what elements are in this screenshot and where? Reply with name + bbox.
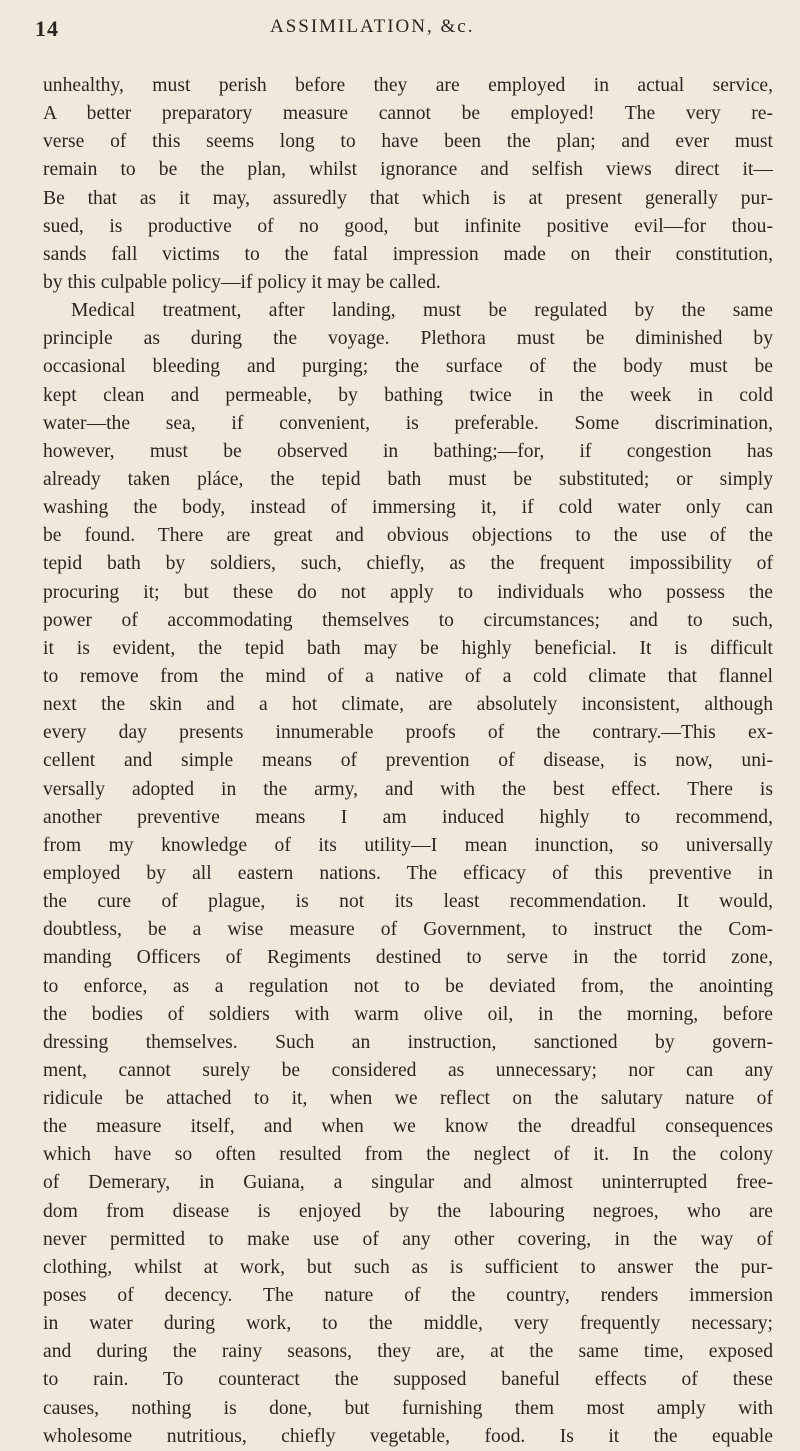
text-line: however, must be observed in bathing;—for, if congestion has [43,440,773,462]
text-line: remain to be the plan, whilst ignorance and selfish views direct it— [43,159,773,181]
text-line: every day presents innumerable proofs of the contrary.—This ex- [43,722,773,744]
text-line: washing the body, instead of immersing it, if cold water only can [43,497,773,519]
text-line: next the skin and a hot climate, are absolutely inconsistent, although [43,694,773,716]
text-line: employed by all eastern nations. The efficacy of this preventive in [43,862,773,884]
text-line: causes, nothing is done, but furnishing them most amply with [43,1397,773,1419]
text-line: water—the sea, if convenient, is preferable. Some discrimination, [43,412,773,434]
text-line: unhealthy, must perish before they are employed in actual service, [43,75,773,96]
text-line: tepid bath by soldiers, such, chiefly, as the frequent impossibility of [43,553,773,575]
text-line: to rain. To counteract the supposed baneful effects of these [43,1369,773,1391]
text-line: another preventive means I am induced highly to recommend, [43,806,773,828]
text-line: from my knowledge of its utility—I mean inunction, so universally [43,834,773,856]
text-line: which have so often resulted from the neglect of it. In the colony [43,1144,773,1166]
text-line: sands fall victims to the fatal impression made on their constitution, [43,243,773,265]
text-line: to enforce, as a regulation not to be deviated from, the anointing [43,975,773,997]
text-line: ment, cannot surely be considered as unnecessary; nor can any [43,1059,773,1081]
page-number: 14 [35,16,59,41]
text-line: ridicule be attached to it, when we reflect on the salutary nature of [43,1088,773,1110]
text-line: versally adopted in the army, and with the best effect. There is [43,778,773,800]
text-line: by this culpable policy—if policy it may be called. [43,271,441,293]
text-line: manding Officers of Regiments destined to serve in the torrid zone, [43,947,773,969]
text-line: it is evident, the tepid bath may be highly beneficial. It is difficult [43,637,773,659]
text-line: clothing, whilst at work, but such as is sufficient to answer the pur- [43,1256,773,1278]
text-line: poses of decency. The nature of the country, renders immersion [43,1285,773,1307]
body-text [43,72,773,1451]
text-line: kept clean and permeable, by bathing twice in the week in cold [43,384,773,406]
text-line: wholesome nutritious, chiefly vegetable, food. Is it the equable [43,1425,773,1447]
text-line: to remove from the mind of a native of a cold climate that flannel [43,665,773,687]
text-line: and during the rainy seasons, they are, at the same time, exposed [43,1341,773,1363]
text-line: the bodies of soldiers with warm olive oil, in the morning, before [43,1003,773,1025]
text-line: power of accommodating themselves to circumstances; and to such, [43,609,773,631]
running-head: ASSIMILATION, &c. [270,16,475,37]
text-line: procuring it; but these do not apply to individuals who possess the [43,581,773,603]
text-line: never permitted to make use of any other covering, in the way of [43,1228,773,1250]
text-line: doubtless, be a wise measure of Government, to instruct the Com- [43,919,773,941]
text-line: A better preparatory measure cannot be employed! The very re- [43,103,773,125]
text-line: in water during work, to the middle, very frequently necessary; [43,1313,773,1335]
text-line: the cure of plague, is not its least recommendation. It would, [43,891,773,913]
text-line: Medical treatment, after landing, must be regulated by the same [71,300,773,322]
text-line: dom from disease is enjoyed by the labouring negroes, who are [43,1200,773,1222]
text-line: cellent and simple means of prevention of disease, is now, uni- [43,750,773,772]
text-line: Be that as it may, assuredly that which is at present generally pur- [43,187,773,209]
text-line: of Demerary, in Guiana, a singular and almost uninterrupted free- [43,1172,773,1194]
text-line: sued, is productive of no good, but infinite positive evil—for thou- [43,215,773,237]
page-header [35,16,765,46]
text-line: dressing themselves. Such an instruction, sanctioned by govern- [43,1031,773,1053]
text-line: occasional bleeding and purging; the surface of the body must be [43,356,773,378]
text-line: already taken pláce, the tepid bath must be substituted; or simply [43,468,773,490]
text-line: be found. There are great and obvious objections to the use of the [43,525,773,547]
text-line: principle as during the voyage. Plethora must be diminished by [43,328,773,350]
text-line: verse of this seems long to have been the plan; and ever must [43,131,773,153]
text-line: the measure itself, and when we know the dreadful consequences [43,1116,773,1138]
